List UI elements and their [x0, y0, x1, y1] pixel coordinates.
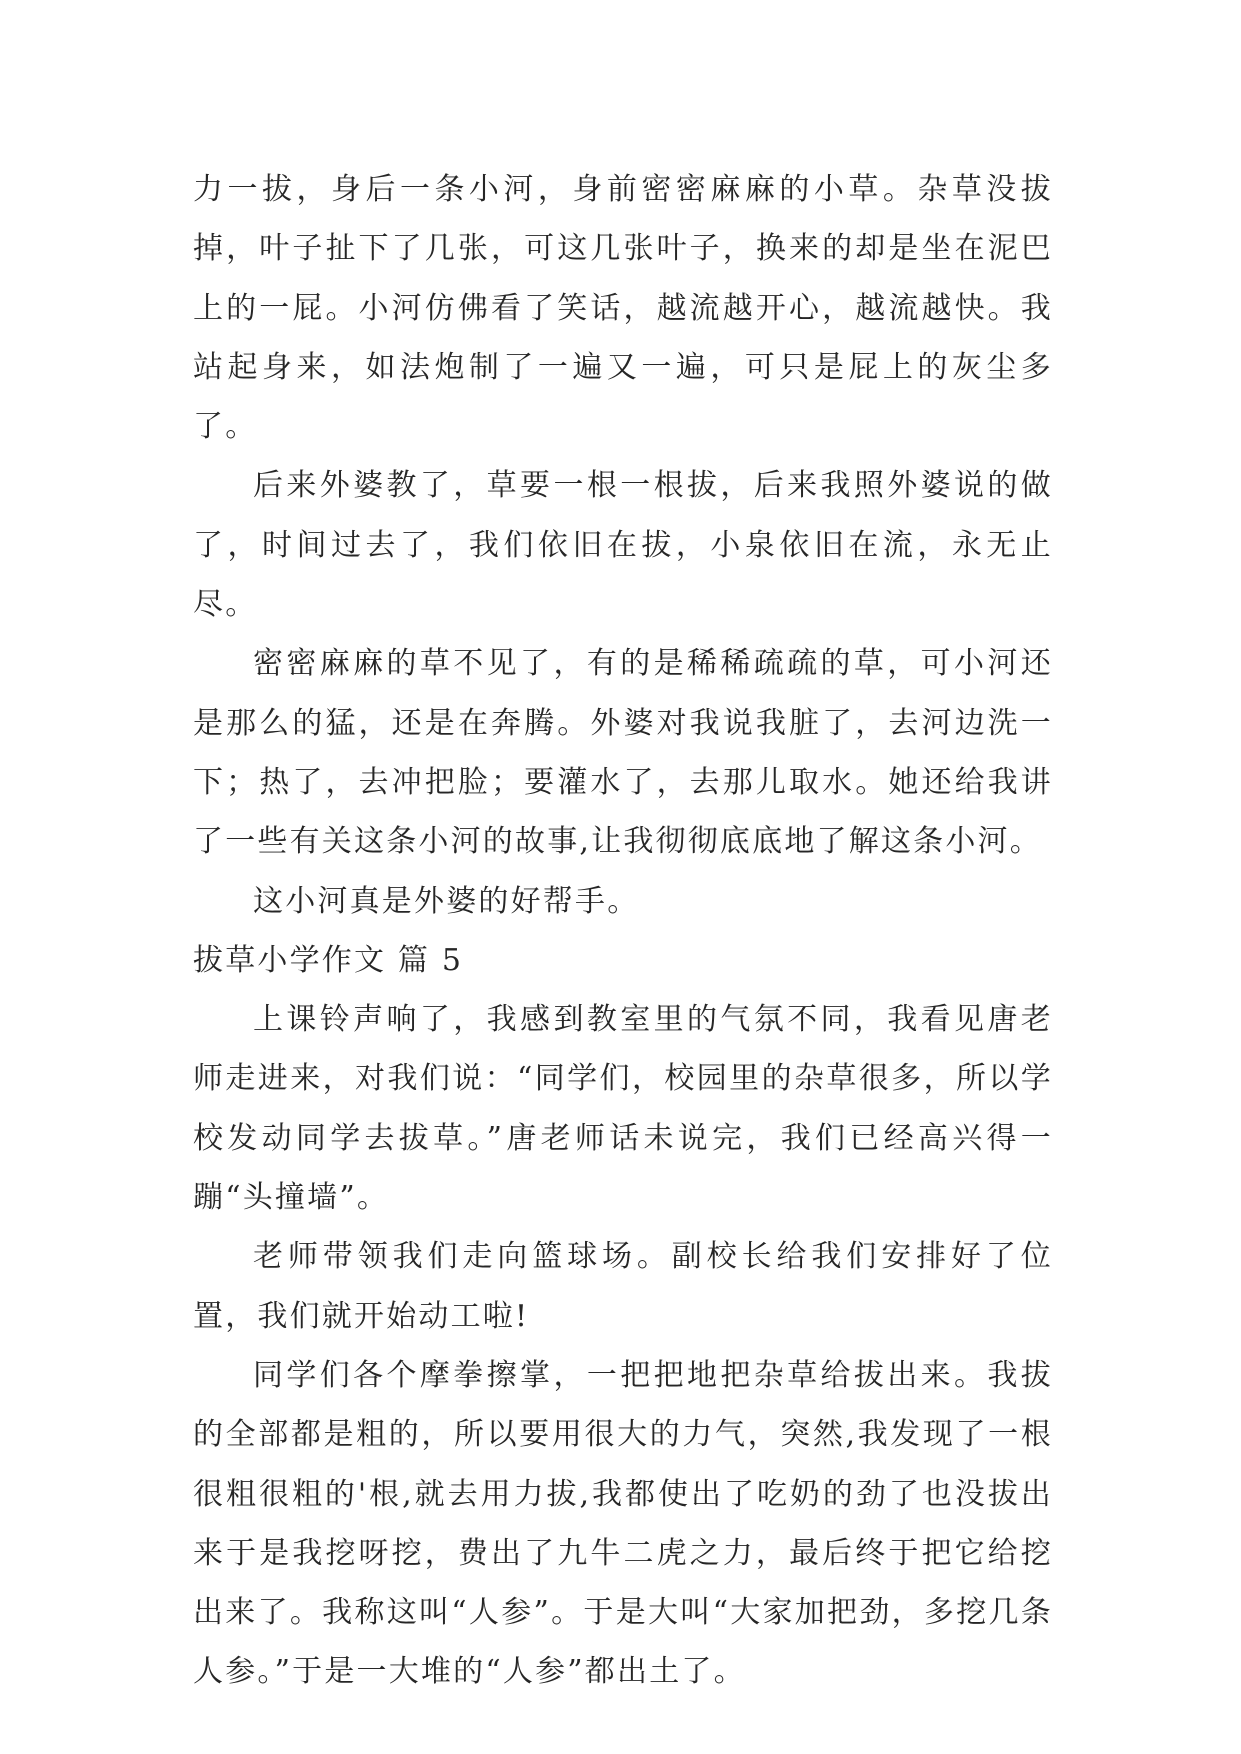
- paragraph: 老师带领我们走向篮球场。副校长给我们安排好了位置，我们就开始动工啦!: [193, 1239, 1053, 1334]
- section-heading: 拔草小学作文 篇 5: [193, 942, 464, 978]
- paragraph: 密密麻麻的草不见了，有的是稀稀疏疏的草，可小河还是那么的猛，还是在奔腾。外婆对我说我脏了，去河边洗一下；热了，去冲把脸；要灌水了，去那儿取水。她还给我讲了一些有关这条小河的故事,让我彻彻底底地了解这条小河。: [193, 646, 1053, 860]
- paragraph: 这小河真是外婆的好帮手。: [253, 883, 640, 919]
- document-body: [193, 160, 1053, 1702]
- paragraph: 同学们各个摩拳擦掌，一把把地把杂草给拔出来。我拔的全部都是粗的，所以要用很大的力气，突然,我发现了一根很粗很粗的'根,就去用力拔,我都使出了吃奶的劲了也没拔出来于是我挖呀挖，费出了九牛二虎之力，最后终于把它给挖出来了。我称这叫“人参”。于是大叫“大家加把劲，多挖几条人参。”于是一大堆的“人参”都出土了。: [193, 1357, 1053, 1690]
- paragraph: 上课铃声响了，我感到教室里的气氛不同，我看见唐老师走进来，对我们说：“同学们，校园里的杂草很多，所以学校发动同学去拔草。”唐老师话未说完，我们已经高兴得一蹦“头撞墙”。: [193, 1002, 1053, 1216]
- paragraph: 后来外婆教了，草要一根一根拔，后来我照外婆说的做了，时间过去了，我们依旧在拔，小泉依旧在流，永无止尽。: [193, 468, 1053, 623]
- paragraph: 力一拔，身后一条小河，身前密密麻麻的小草。杂草没拔掉，叶子扯下了几张，可这几张叶子，换来的却是坐在泥巴上的一屁。小河仿佛看了笑话，越流越开心，越流越快。我站起身来，如法炮制了一遍又一遍，可只是屁上的灰尘多了。: [193, 172, 1053, 445]
